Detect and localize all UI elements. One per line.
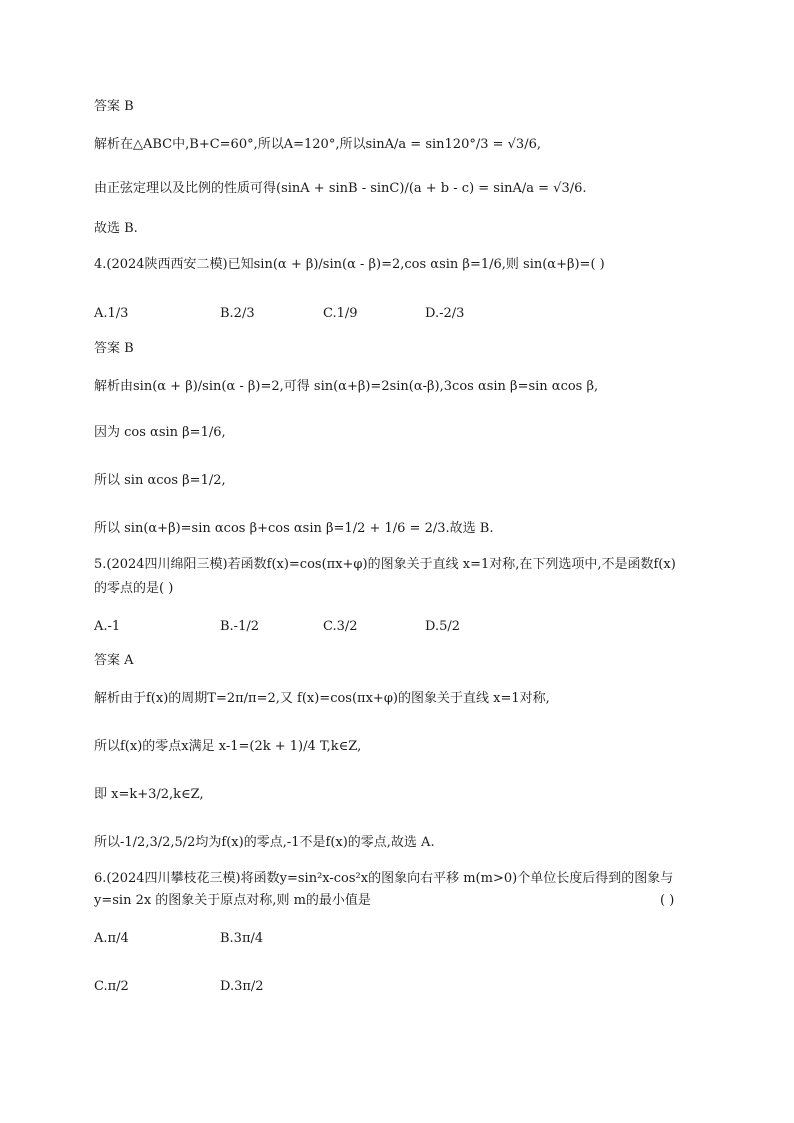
- q5-option-c: C.3/2: [323, 619, 358, 634]
- analysis-line: 解析由于f(x)的周期T=2π/π=2,又 f(x)=cos(πx+φ)的图象关于直线 x=1对称,: [94, 691, 550, 706]
- q6-answer-paren: ( ): [660, 893, 675, 908]
- q6-option-b: B.3π/4: [220, 931, 264, 946]
- answer-label: 答案 B: [94, 99, 134, 114]
- q5-option-b: B.-1/2: [220, 619, 259, 634]
- q4-option-b: B.2/3: [220, 306, 255, 321]
- analysis-line: 即 x=k+3/2,k∈Z,: [94, 787, 204, 802]
- q5-option-d: D.5/2: [425, 619, 461, 634]
- analysis-line: 由正弦定理以及比例的性质可得(sinA + sinB - sinC)/(a + b - c) = sinA/a = √3/6.: [94, 181, 587, 196]
- analysis-line: 所以 sin αcos β=1/2,: [94, 473, 226, 488]
- analysis-line: 因为 cos αsin β=1/6,: [94, 425, 226, 440]
- analysis-line: 解析由sin(α + β)/sin(α - β)=2,可得 sin(α+β)=2sin(α-β),3cos αsin β=sin αcos β,: [94, 379, 599, 394]
- question-6-line1: 6.(2024四川攀枝花三模)将函数y=sin²x-cos²x的图象向右平移 m(m>0)个单位长度后得到的图象与: [94, 871, 674, 886]
- answer-label: 答案 B: [94, 341, 134, 356]
- question-5-line1: 5.(2024四川绵阳三模)若函数f(x)=cos(πx+φ)的图象关于直线 x=1对称,在下列选项中,不是函数f(x): [94, 557, 676, 572]
- analysis-line: 所以f(x)的零点x满足 x-1=(2k + 1)/4 T,k∈Z,: [94, 739, 362, 754]
- conclusion-line: 故选 B.: [94, 221, 138, 236]
- question-6-line2: y=sin 2x 的图象关于原点对称,则 m的最小值是: [94, 893, 371, 908]
- q5-option-a: A.-1: [94, 619, 121, 634]
- analysis-line: 解析在△ABC中,B+C=60°,所以A=120°,所以sinA/a = sin120°/3 = √3/6,: [94, 137, 541, 152]
- q6-option-a: A.π/4: [94, 931, 129, 946]
- q4-option-c: C.1/9: [323, 306, 358, 321]
- q6-option-d: D.3π/2: [220, 979, 264, 994]
- q6-option-c: C.π/2: [94, 979, 129, 994]
- question-4: 4.(2024陕西西安二模)已知sin(α + β)/sin(α - β)=2,cos αsin β=1/6,则 sin(α+β)=( ): [94, 257, 605, 272]
- q4-option-a: A.1/3: [94, 306, 129, 321]
- analysis-line: 所以 sin(α+β)=sin αcos β+cos αsin β=1/2 + 1/6 = 2/3.故选 B.: [94, 521, 494, 536]
- question-5-line2: 的零点的是( ): [94, 581, 174, 596]
- analysis-line: 所以-1/2,3/2,5/2均为f(x)的零点,-1不是f(x)的零点,故选 A.: [94, 835, 435, 850]
- answer-label: 答案 A: [94, 653, 134, 668]
- q4-option-d: D.-2/3: [425, 306, 465, 321]
